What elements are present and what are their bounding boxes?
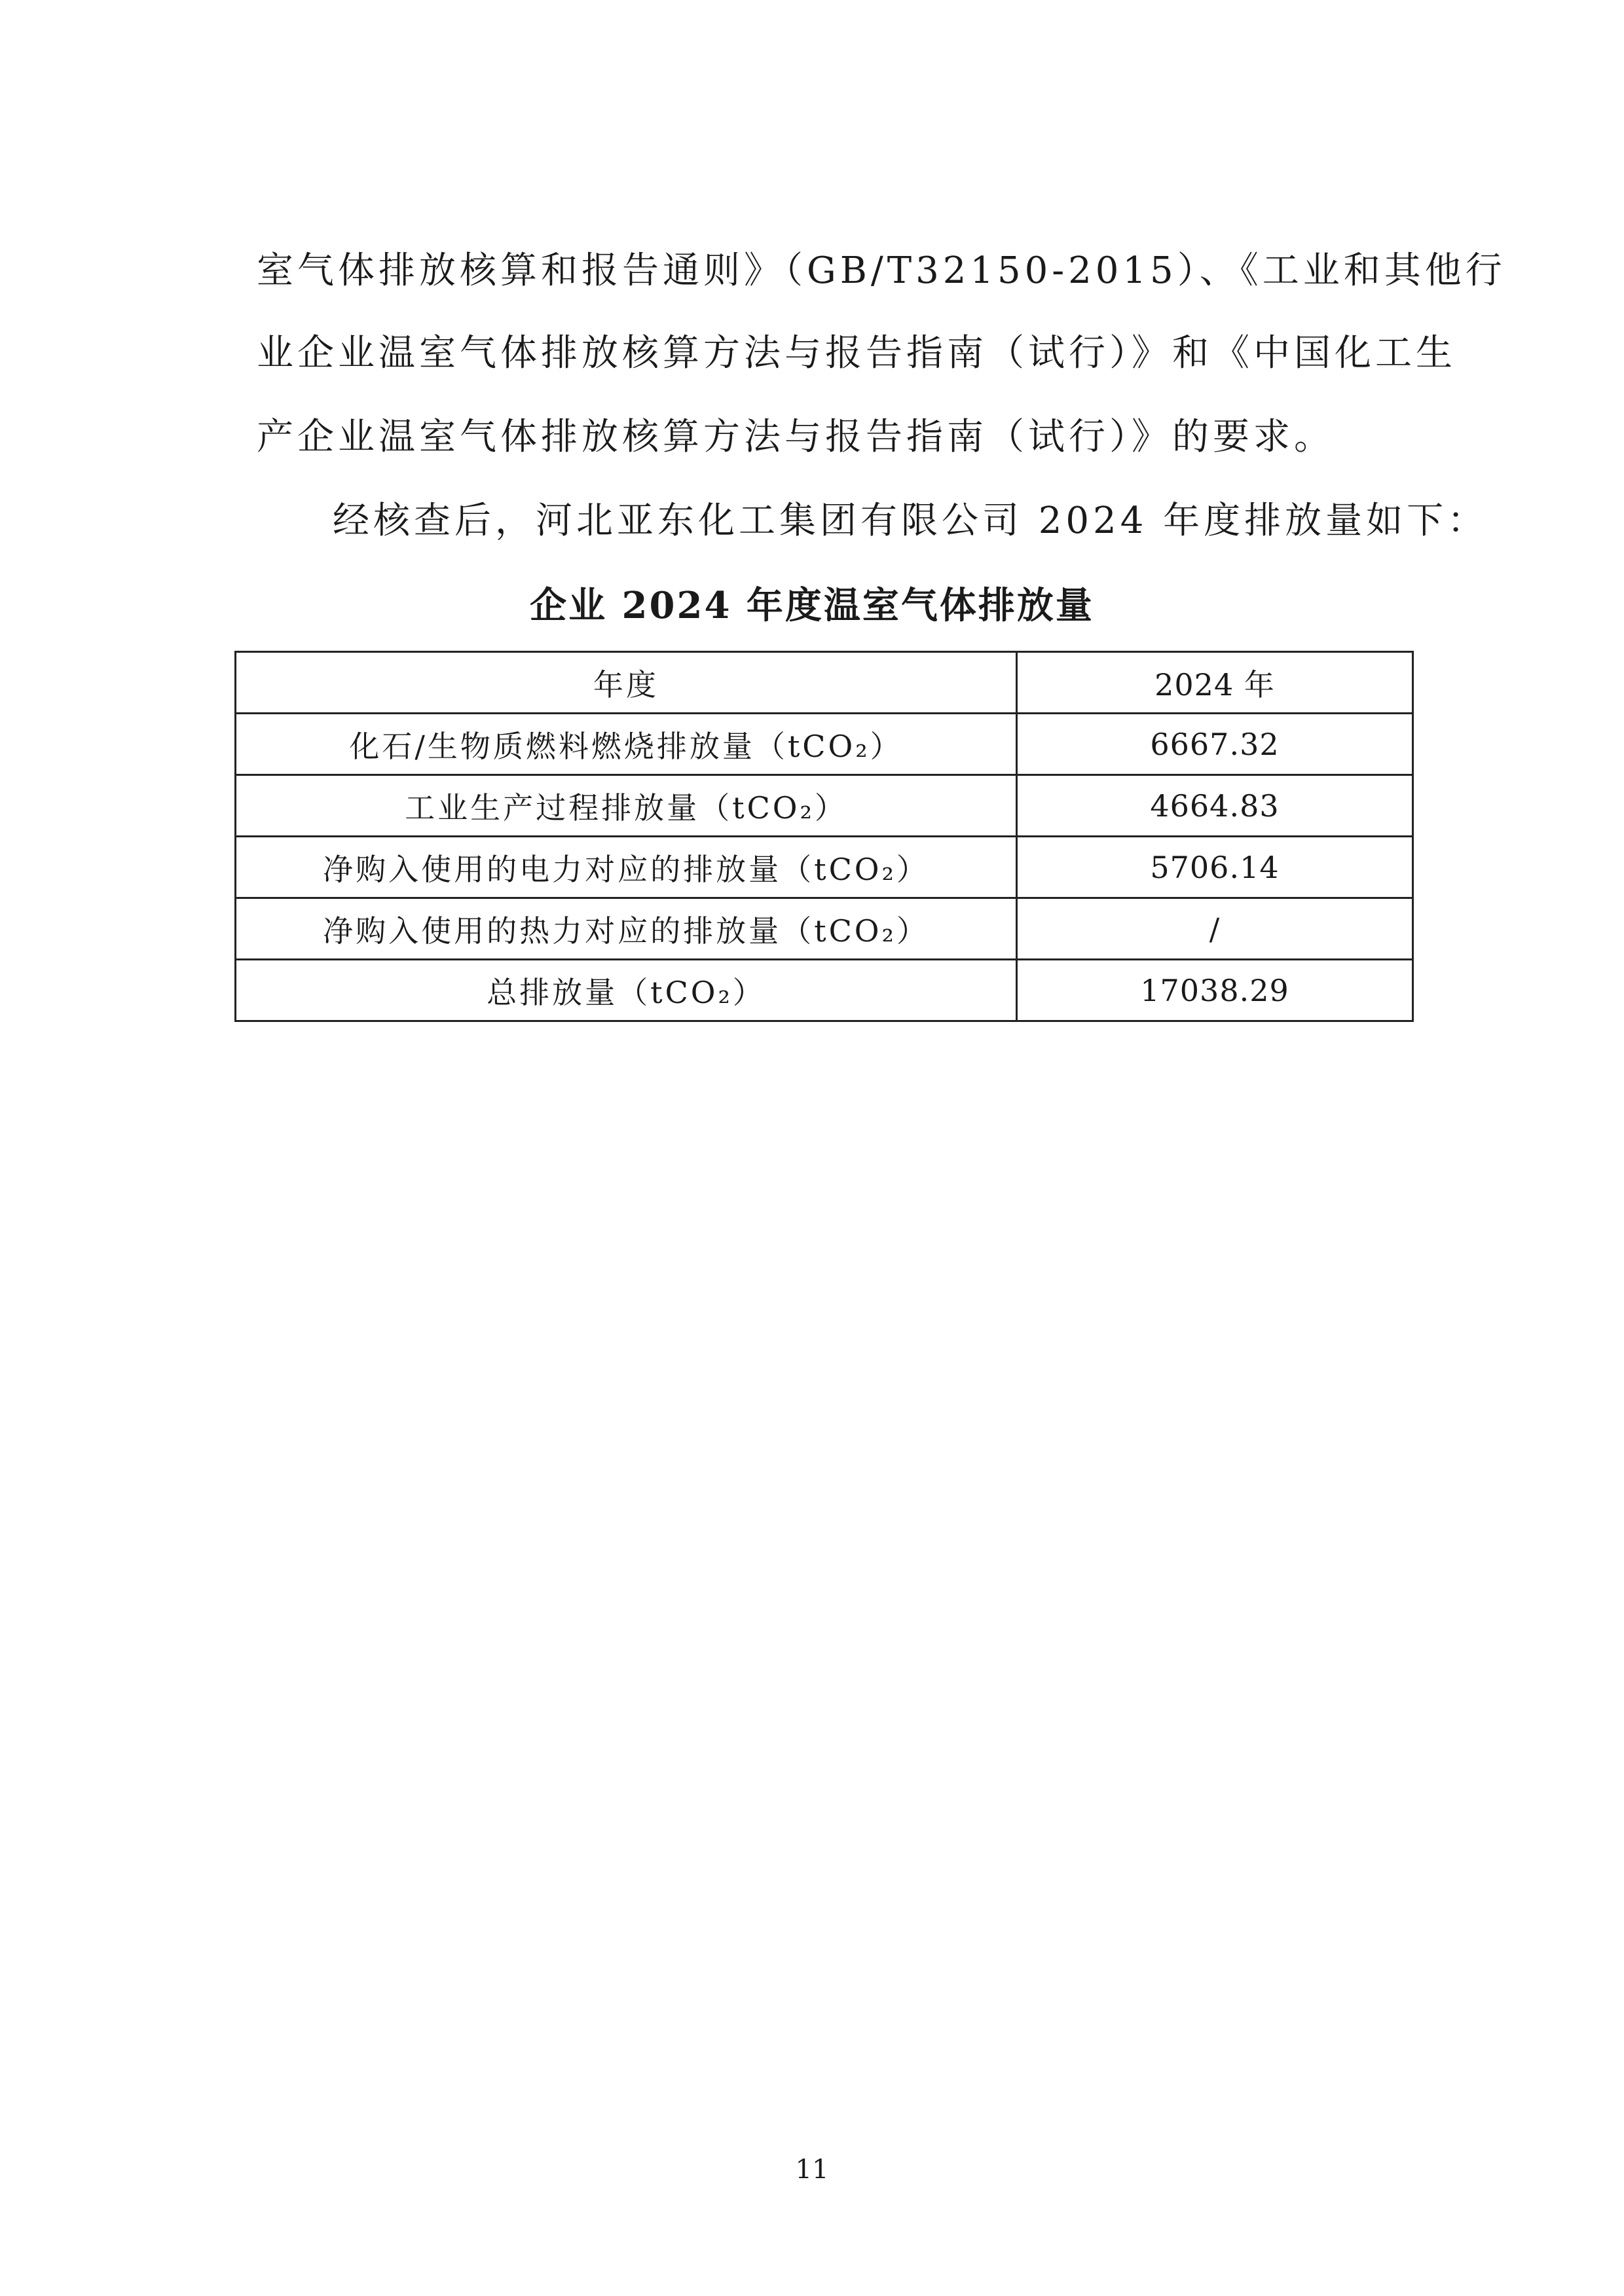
paragraph-line-4: 经核查后，河北亚东化工集团有限公司 2024 年度排放量如下： <box>333 500 1488 542</box>
row-value-cell: / <box>1017 898 1413 960</box>
paragraph-line-2: 业企业温室气体排放核算方法与报告指南（试行）》和《中国化工生 <box>257 332 1456 374</box>
row-value-cell: 6667.32 <box>1017 714 1413 775</box>
row-label-cell: 总排放量（tCO₂） <box>236 960 1017 1021</box>
row-label-cell: 工业生产过程排放量（tCO₂） <box>236 775 1017 837</box>
paragraph-line-1: 室气体排放核算和报告通则》（GB/T32150-2015）、《工业和其他行 <box>257 249 1506 292</box>
header-value-cell: 2024 年 <box>1017 652 1413 714</box>
row-value-cell: 17038.29 <box>1017 960 1413 1021</box>
page-number: 11 <box>795 2155 829 2185</box>
table-row <box>236 775 1413 837</box>
paragraph-line-3: 产企业温室气体排放核算方法与报告指南（试行）》的要求。 <box>257 416 1335 458</box>
row-label-cell: 化石/生物质燃料燃烧排放量（tCO₂） <box>236 714 1017 775</box>
row-value-cell: 5706.14 <box>1017 837 1413 898</box>
emission-table <box>234 651 1414 1022</box>
table-title: 企业 2024 年度温室气体排放量 <box>530 584 1094 627</box>
header-label-cell: 年度 <box>236 652 1017 714</box>
row-label-cell: 净购入使用的热力对应的排放量（tCO₂） <box>236 898 1017 960</box>
table-row <box>236 960 1413 1021</box>
table-row <box>236 714 1413 775</box>
table-row <box>236 837 1413 898</box>
row-label-cell: 净购入使用的电力对应的排放量（tCO₂） <box>236 837 1017 898</box>
table-header-row <box>236 652 1413 714</box>
table-row <box>236 898 1413 960</box>
row-value-cell: 4664.83 <box>1017 775 1413 837</box>
